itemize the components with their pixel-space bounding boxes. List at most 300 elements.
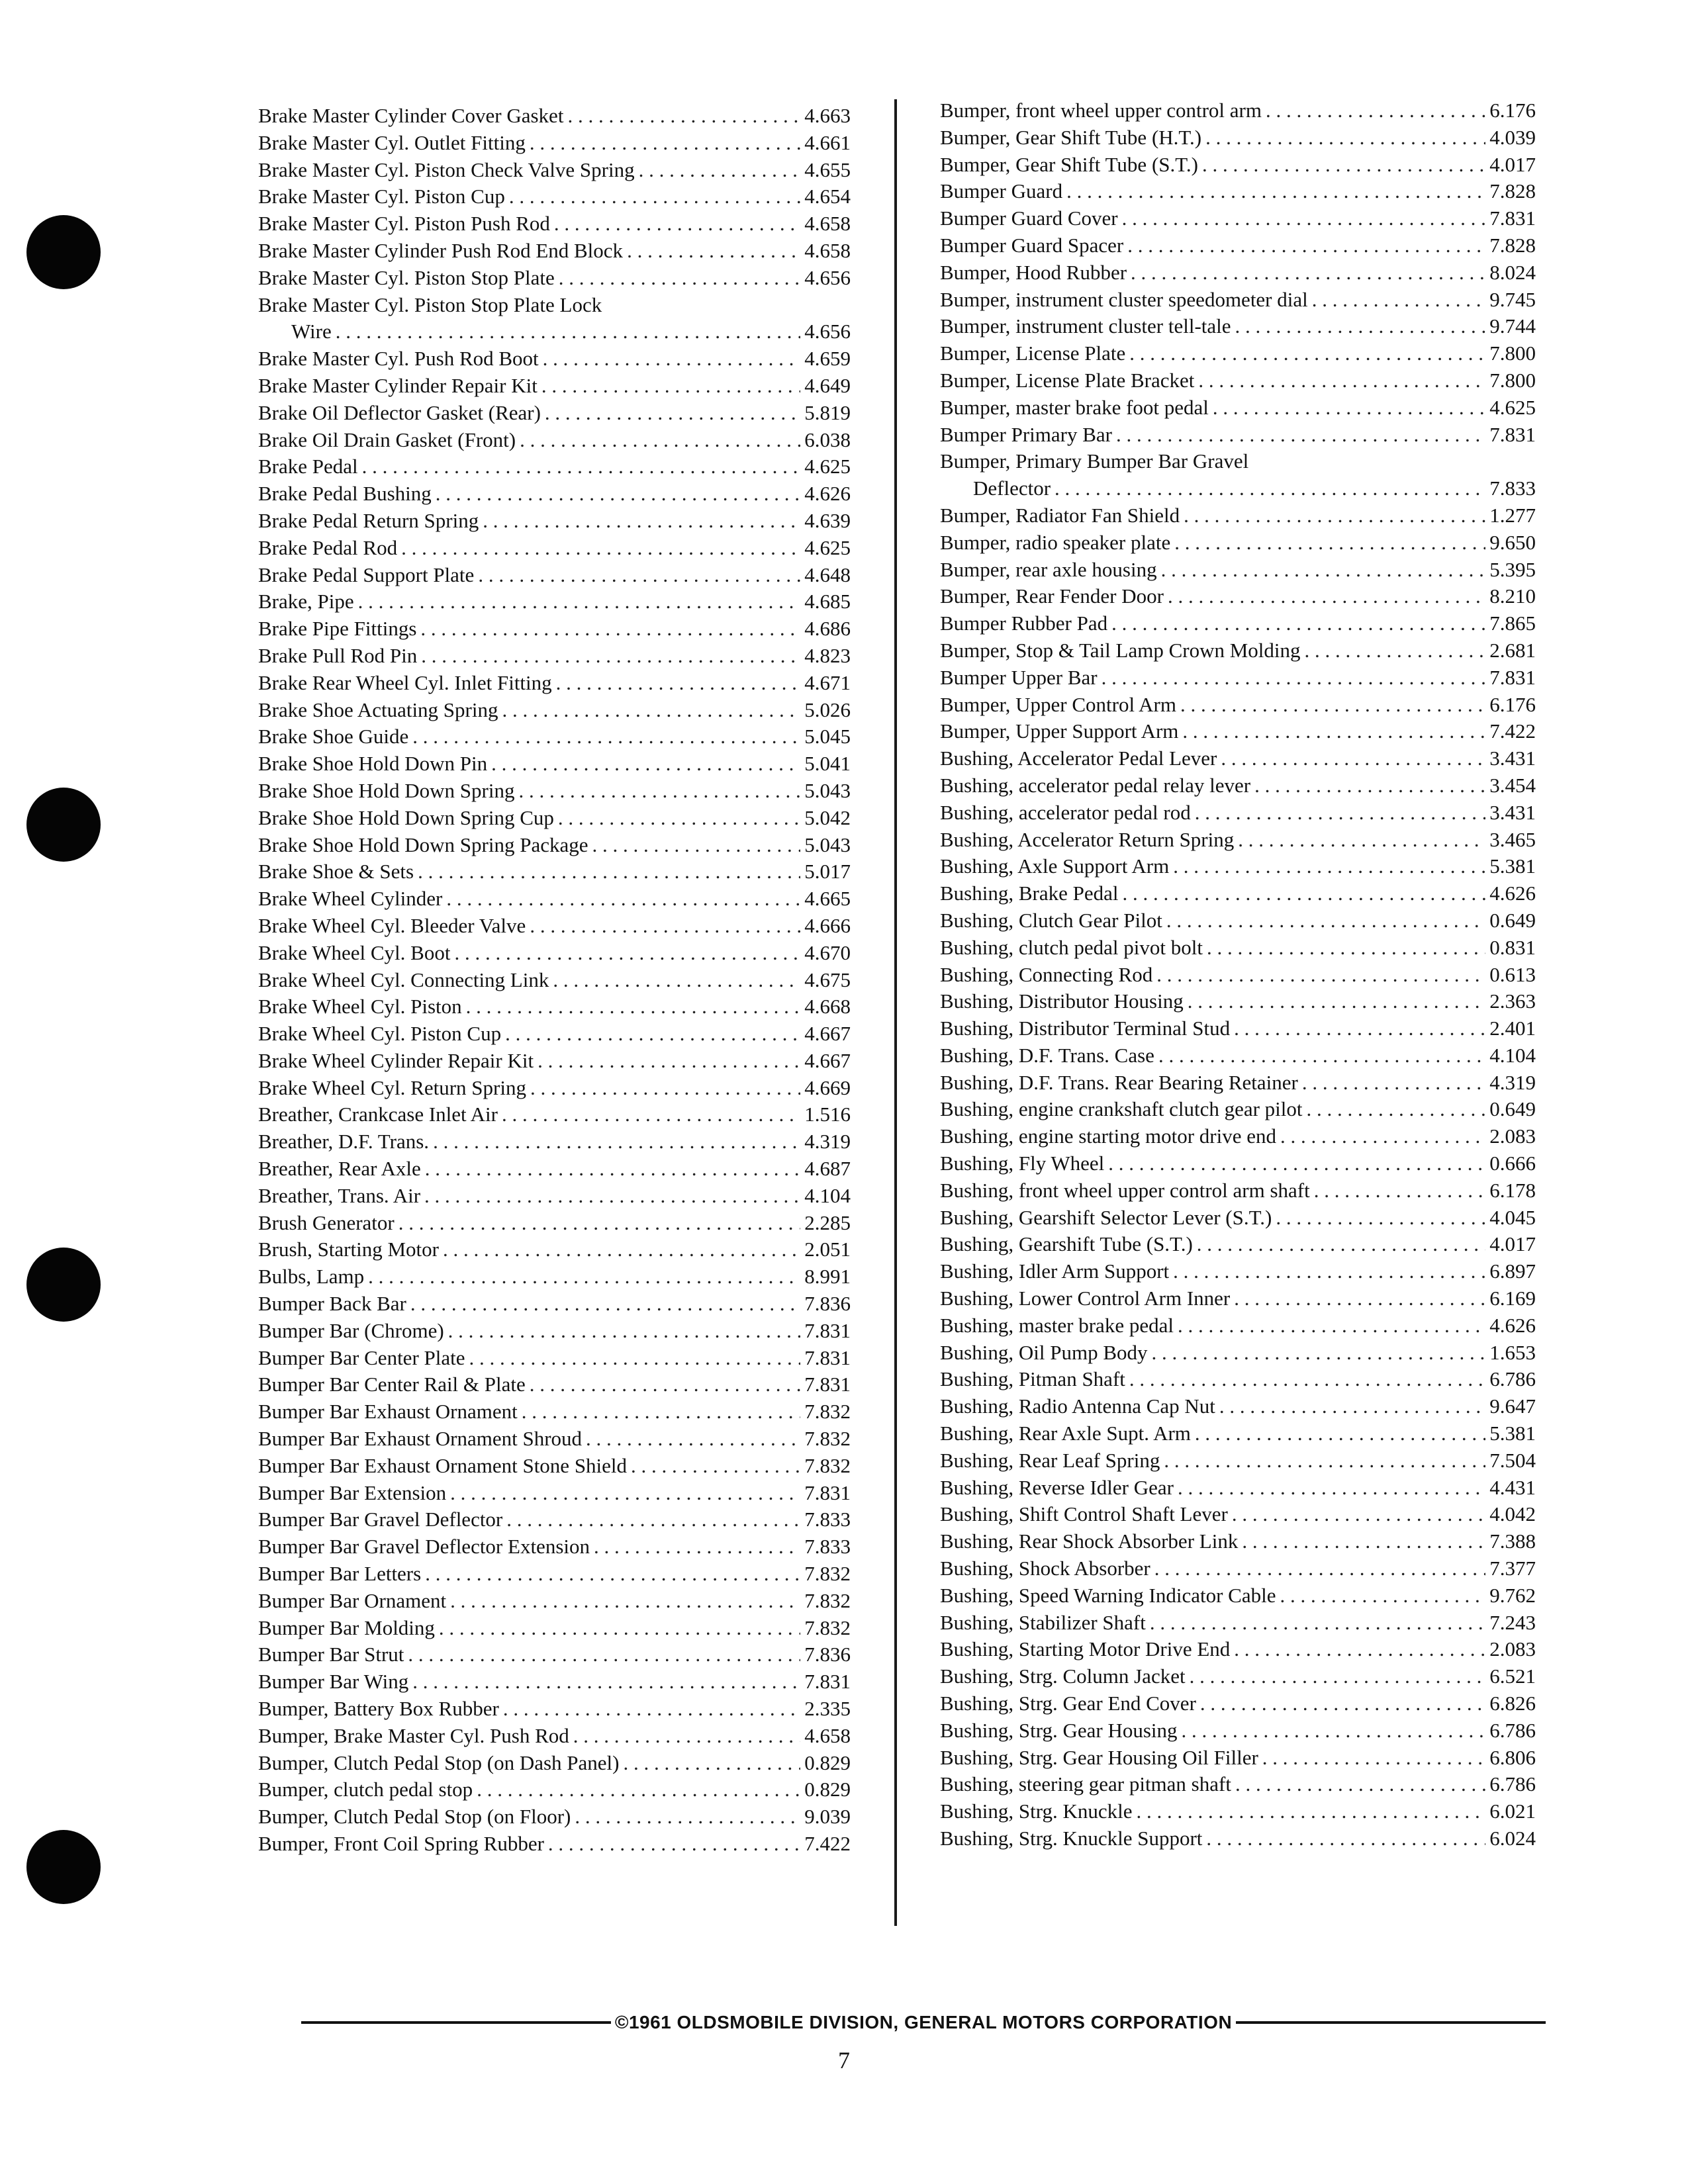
index-entry [940,1069,1536,1097]
index-entry [258,1803,851,1831]
index-entry [258,723,851,751]
entry-page-ref: 4.687 [804,1157,851,1181]
index-entry [258,1561,851,1588]
index-entry [940,827,1536,854]
entry-page-ref: 4.626 [804,482,851,506]
index-entry [258,265,851,292]
dot-leader [1234,1636,1485,1663]
dot-leader [1188,988,1486,1015]
entry-name: Brush Generator [258,1210,395,1234]
dot-leader [538,1048,800,1075]
index-entry [940,799,1536,827]
dot-leader [1266,97,1485,124]
entry-page-ref: 0.666 [1489,1152,1536,1175]
entry-page-ref: 9.650 [1489,530,1536,554]
index-entry [258,238,851,265]
entry-name: Brake Master Cyl. Outlet Fitting [258,130,526,154]
entry-page-ref: 4.670 [804,940,851,964]
entry-name: Brake Wheel Cyl. Piston [258,995,462,1019]
entry-page-ref: 4.625 [804,455,851,478]
index-entry [258,1183,851,1210]
index-entry [940,313,1536,340]
dot-leader [478,562,800,589]
dot-leader [1178,1312,1485,1340]
dot-leader [1195,799,1486,827]
dot-leader [1200,1690,1485,1717]
footer [301,2012,1546,2033]
dot-leader [530,1371,800,1398]
dot-leader [410,1291,800,1318]
index-entry [940,394,1536,422]
dot-leader [558,805,800,832]
index-entry [940,1717,1536,1745]
entry-page-ref: 6.038 [804,428,851,451]
index-entry [258,1668,851,1696]
dot-leader [1150,1610,1485,1637]
index-entry [940,637,1536,664]
entry-page-ref: 6.521 [1489,1664,1536,1688]
entry-name: Brake Pedal [258,455,358,478]
entry-page-ref: 7.422 [804,1832,851,1855]
entry-page-ref: 6.021 [1489,1799,1536,1823]
entry-page-ref: 6.786 [1489,1718,1536,1742]
entry-page-ref: 2.401 [1489,1017,1536,1040]
dot-leader [1262,1745,1485,1772]
index-column-right [940,97,1536,1852]
index-entry [258,1371,851,1398]
page-number: 7 [838,2047,850,2073]
dot-leader [503,1696,800,1723]
entry-name: Bumper, Hood Rubber [940,260,1127,284]
entry-page-ref: 6.169 [1489,1287,1536,1310]
dot-leader [336,318,801,345]
entry-page-ref: 7.832 [804,1588,851,1612]
entry-name: Brake Pull Rod Pin [258,643,418,667]
entry-page-ref: 0.649 [1489,1097,1536,1121]
entry-name: Bumper, radio speaker plate [940,530,1171,554]
index-entry [258,292,851,346]
dot-leader [1182,718,1485,745]
entry-page-ref: 6.897 [1489,1259,1536,1283]
entry-page-ref: 2.083 [1489,1637,1536,1661]
index-entry [258,427,851,454]
index-entry [940,1610,1536,1637]
entry-name: Brake Wheel Cyl. Boot [258,940,451,964]
entry-name: Brake Master Cylinder Repair Kit [258,373,538,397]
entry-name: Brake Pipe Fittings [258,617,417,641]
entry-name: Bushing, Oil Pump Body [940,1340,1148,1364]
index-entry [258,967,851,994]
entry-page-ref: 4.656 [804,265,851,289]
entry-name: Bushing, Radio Antenna Cap Nut [940,1394,1215,1418]
entry-name: Brake Pedal Return Spring [258,508,479,532]
entry-page-ref: 5.395 [1489,557,1536,581]
dot-leader [1129,1366,1485,1393]
entry-name: Bushing, Stabilizer Shaft [940,1610,1146,1634]
entry-page-ref: 2.051 [804,1238,851,1261]
index-entry [940,1015,1536,1042]
dot-leader [1221,745,1485,772]
dot-leader [424,1183,800,1210]
index-entry [258,373,851,400]
dot-leader [412,1668,800,1696]
entry-name: Bushing, Accelerator Return Spring [940,827,1235,851]
index-entry [258,1291,851,1318]
entry-name: Bushing, Speed Warning Indicator Cable [940,1583,1276,1607]
index-entry [258,615,851,643]
index-entry [940,1285,1536,1312]
dot-leader [1127,232,1485,259]
entry-page-ref: 4.639 [804,508,851,532]
index-entry [258,1723,851,1750]
entry-name: Bushing, Distributor Terminal Stud [940,1017,1231,1040]
index-entry [940,718,1536,745]
entry-name: Bumper Rubber Pad [940,612,1108,635]
entry-page-ref: 4.671 [804,670,851,694]
entry-name: Brake Shoe Guide [258,725,409,749]
entry-name: Brake Wheel Cyl. Bleeder Valve [258,913,526,937]
dot-leader [1312,287,1486,314]
dot-leader [439,1615,800,1642]
dot-leader [1055,475,1485,502]
dot-leader [1131,259,1485,287]
footer-rule-left [301,2021,611,2024]
dot-leader [1232,1501,1485,1528]
index-entry [940,1042,1536,1069]
entry-name: Bumper Bar (Chrome) [258,1318,444,1342]
index-entry [258,805,851,832]
index-entry [940,259,1536,287]
index-entry [258,1831,851,1858]
dot-leader [1213,394,1485,422]
index-entry [940,880,1536,907]
dot-leader [624,1750,801,1777]
entry-page-ref: 7.832 [804,1453,851,1477]
entry-page-ref: 4.675 [804,968,851,991]
entry-page-ref: 6.806 [1489,1745,1536,1769]
entry-name: Bushing, Rear Leaf Spring [940,1448,1160,1472]
index-entry [940,1312,1536,1340]
index-entry [258,1696,851,1723]
dot-leader [408,1641,800,1668]
dot-leader [491,751,800,778]
entry-page-ref: 5.381 [1489,1422,1536,1445]
index-entry [258,480,851,508]
dot-leader [575,1803,800,1831]
entry-name: Bushing, Gearshift Tube (S.T.) [940,1232,1193,1256]
dot-leader [1161,557,1486,584]
entry-page-ref: 2.285 [804,1210,851,1234]
entry-name: Bumper Upper Bar [940,665,1098,689]
index-entry [940,1528,1536,1555]
dot-leader [1238,827,1485,854]
entry-name: Brake Wheel Cyl. Connecting Link [258,968,549,991]
entry-page-ref: 4.659 [804,347,851,371]
dot-leader [446,886,800,913]
entry-name: Brake Wheel Cyl. Return Spring [258,1075,526,1099]
entry-name: Bushing, master brake pedal [940,1313,1174,1337]
index-entry [940,1420,1536,1447]
index-entry [940,529,1536,557]
entry-name: Bumper, clutch pedal stop [258,1778,473,1801]
entry-page-ref: 4.668 [804,995,851,1019]
index-entry [258,1776,851,1803]
index-entry [940,1475,1536,1502]
entry-page-ref: 7.832 [804,1400,851,1424]
entry-name: Bumper, License Plate [940,341,1126,365]
entry-name: Bumper Bar Exhaust Ornament Stone Shield [258,1453,628,1477]
entry-name: Bumper, Rear Fender Door [940,584,1164,608]
dot-leader [1190,1663,1486,1690]
entry-page-ref: 4.648 [804,563,851,586]
entry-page-ref: 6.786 [1489,1367,1536,1391]
entry-name: Bushing, Lower Control Arm Inner [940,1287,1231,1310]
index-entry [940,178,1536,205]
dot-leader [1302,1069,1485,1097]
index-entry [258,103,851,130]
entry-name: Bushing, Strg. Knuckle [940,1799,1133,1823]
entry-page-ref: 7.833 [1489,477,1536,500]
entry-name: Brake Master Cyl. Piston Stop Plate [258,265,555,289]
entry-name: Bushing, engine starting motor drive end [940,1124,1276,1148]
index-entry [258,1750,851,1777]
entry-page-ref: 7.831 [804,1670,851,1694]
dot-leader [586,1426,800,1453]
index-entry [940,557,1536,584]
entry-page-ref: 5.041 [804,752,851,776]
index-entry [258,778,851,805]
entry-page-ref: 7.832 [804,1615,851,1639]
index-entry [940,1825,1536,1852]
entry-name: Bumper, front wheel upper control arm [940,99,1262,122]
entry-name: Brake Shoe Hold Down Spring Package [258,833,588,856]
dot-leader [554,210,800,238]
entry-name: Bumper Guard Spacer [940,233,1124,257]
index-entry [258,886,851,913]
dot-leader [1164,1447,1485,1475]
entry-page-ref: 4.666 [804,913,851,937]
dot-leader [505,1021,800,1048]
entry-name: Bumper Bar Exhaust Ornament Shroud [258,1427,583,1451]
dot-leader [502,697,800,724]
entry-name: Bushing, Brake Pedal [940,882,1119,905]
dot-leader [553,967,800,994]
entry-name: Bushing, D.F. Trans. Case [940,1043,1154,1067]
dot-leader [1182,1717,1486,1745]
entry-name: Bumper, License Plate Bracket [940,368,1195,392]
entry-page-ref: 3.431 [1489,747,1536,770]
entry-name-continued: Deflector [973,477,1051,500]
entry-page-ref: 4.045 [1489,1205,1536,1229]
entry-page-ref: 7.831 [1489,665,1536,689]
entry-name: Bushing, steering gear pitman shaft [940,1772,1231,1796]
dot-leader [1116,422,1485,449]
index-entry [940,287,1536,314]
index-entry [940,205,1536,232]
dot-leader [1198,367,1485,394]
dot-leader [1102,664,1486,692]
dot-leader [401,535,800,562]
dot-leader [448,1318,801,1345]
index-entry [940,853,1536,880]
index-entry [940,152,1536,179]
dot-leader [1234,1285,1485,1312]
dot-leader [1066,178,1485,205]
index-entry [940,1636,1536,1663]
entry-page-ref: 4.667 [804,1048,851,1072]
index-entry [940,1123,1536,1150]
dot-leader [433,1128,800,1156]
entry-name: Bushing, Connecting Rod [940,962,1153,986]
index-entry [940,1555,1536,1582]
dot-leader [1280,1123,1485,1150]
entry-page-ref: 4.039 [1489,125,1536,149]
entry-page-ref: 1.516 [804,1103,851,1126]
dot-leader [399,1210,801,1237]
dot-leader [627,238,800,265]
entry-page-ref: 7.243 [1489,1610,1536,1634]
entry-page-ref: 0.649 [1489,908,1536,932]
dot-leader [543,345,801,373]
dot-leader [1202,152,1485,179]
index-entry [258,1236,851,1263]
entry-name: Brake Master Cyl. Piston Check Valve Spring [258,158,635,181]
entry-name: Bumper, Gear Shift Tube (H.T.) [940,125,1202,149]
entry-page-ref: 4.667 [804,1022,851,1046]
dot-leader [1152,1340,1486,1367]
entry-page-ref: 0.829 [804,1751,851,1774]
entry-name-continued: Wire [291,320,332,343]
entry-name: Breather, D.F. Trans. [258,1130,430,1154]
entry-name: Bushing, Strg. Column Jacket [940,1664,1186,1688]
column-divider [894,99,897,1926]
dot-leader [1195,1420,1485,1447]
entry-name: Brake Pedal Bushing [258,482,432,506]
entry-page-ref: 5.819 [804,400,851,424]
entry-name: Bumper Bar Wing [258,1670,409,1694]
entry-page-ref: 4.656 [804,320,851,343]
entry-name: Brake, Pipe [258,590,354,614]
binder-punch-hole [26,788,101,862]
index-entry [940,367,1536,394]
entry-page-ref: 5.042 [804,805,851,829]
dot-leader [1242,1528,1485,1555]
entry-name: Bushing, Clutch Gear Pilot [940,908,1162,932]
entry-name: Bumper, instrument cluster tell-tale [940,314,1231,338]
entry-page-ref: 4.658 [804,238,851,262]
entry-name: Brake Pedal Rod [258,535,398,559]
index-entry [258,1588,851,1615]
entry-page-ref: 7.832 [804,1427,851,1451]
dot-leader [1206,1825,1485,1852]
dot-leader [520,427,800,454]
entry-name: Brake Master Cyl. Piston Stop Plate Lock [258,293,602,316]
index-entry [258,1506,851,1533]
entry-name: Brake Wheel Cylinder Repair Kit [258,1048,534,1072]
index-entry [258,1128,851,1156]
entry-name: Bumper Primary Bar [940,422,1113,446]
entry-page-ref: 3.465 [1489,827,1536,851]
entry-page-ref: 4.625 [1489,395,1536,419]
entry-page-ref: 9.039 [804,1805,851,1829]
entry-page-ref: 5.017 [804,860,851,884]
entry-page-ref: 7.832 [804,1562,851,1586]
dot-leader [420,615,800,643]
entry-name: Bumper, Upper Control Arm [940,692,1176,716]
entry-page-ref: 4.685 [804,590,851,614]
entry-name: Bumper Bar Letters [258,1562,422,1586]
entry-page-ref: 4.104 [804,1183,851,1207]
entry-page-ref: 4.823 [804,643,851,667]
entry-name: Bushing, engine crankshaft clutch gear pilot [940,1097,1303,1121]
entry-page-ref: 7.377 [1489,1557,1536,1580]
index-entry [258,1533,851,1561]
entry-name: Bumper Guard Cover [940,206,1118,230]
index-entry [940,1745,1536,1772]
dot-leader [1154,1555,1486,1582]
entry-name: Bushing, D.F. Trans. Rear Bearing Retainer [940,1070,1298,1094]
dot-leader [1207,934,1485,962]
entry-page-ref: 4.663 [804,104,851,127]
index-entry [940,124,1536,152]
entry-page-ref: 4.626 [1489,882,1536,905]
entry-page-ref: 4.658 [804,212,851,236]
index-entry [258,1210,851,1237]
entry-page-ref: 7.833 [804,1508,851,1531]
dot-leader [1307,1096,1486,1123]
entry-name: Bushing, Strg. Gear End Cover [940,1692,1196,1715]
entry-page-ref: 7.865 [1489,612,1536,635]
entry-name: Bumper, Upper Support Arm [940,719,1179,743]
index-entry [258,858,851,886]
index-entry [940,232,1536,259]
entry-name: Brake Shoe Actuating Spring [258,698,498,721]
entry-page-ref: 2.363 [1489,989,1536,1013]
dot-leader [1234,1015,1485,1042]
index-entry [258,535,851,562]
dot-leader [594,1533,800,1561]
entry-name: Bushing, Gearshift Selector Lever (S.T.) [940,1205,1272,1229]
entry-page-ref: 2.083 [1489,1124,1536,1148]
index-entry [940,772,1536,799]
dot-leader [450,1480,800,1507]
index-entry [258,1480,851,1507]
index-entry [258,1345,851,1372]
entry-page-ref: 7.800 [1489,341,1536,365]
entry-name: Brush, Starting Motor [258,1238,439,1261]
dot-leader [1180,692,1485,719]
entry-name: Brake Oil Drain Gasket (Front) [258,428,516,451]
index-entry [258,588,851,615]
entry-name: Brake Master Cyl. Piston Push Rod [258,212,550,236]
entry-page-ref: 4.625 [804,535,851,559]
entry-page-ref: 6.176 [1489,99,1536,122]
index-entry [258,697,851,724]
index-entry [258,832,851,859]
index-entry [940,448,1536,502]
entry-name: Bushing, Distributor Housing [940,989,1184,1013]
entry-page-ref: 4.104 [1489,1043,1536,1067]
dot-leader [1173,1258,1485,1285]
entry-name: Brake Shoe Hold Down Pin [258,752,488,776]
entry-page-ref: 4.686 [804,617,851,641]
entry-name: Brake Rear Wheel Cyl. Inlet Fitting [258,670,552,694]
index-entry [258,210,851,238]
entry-name: Bumper, instrument cluster speedometer dial [940,287,1308,311]
entry-name: Brake Shoe Hold Down Spring [258,778,515,802]
entry-name: Bumper Back Bar [258,1292,406,1316]
entry-page-ref: 7.831 [804,1318,851,1342]
